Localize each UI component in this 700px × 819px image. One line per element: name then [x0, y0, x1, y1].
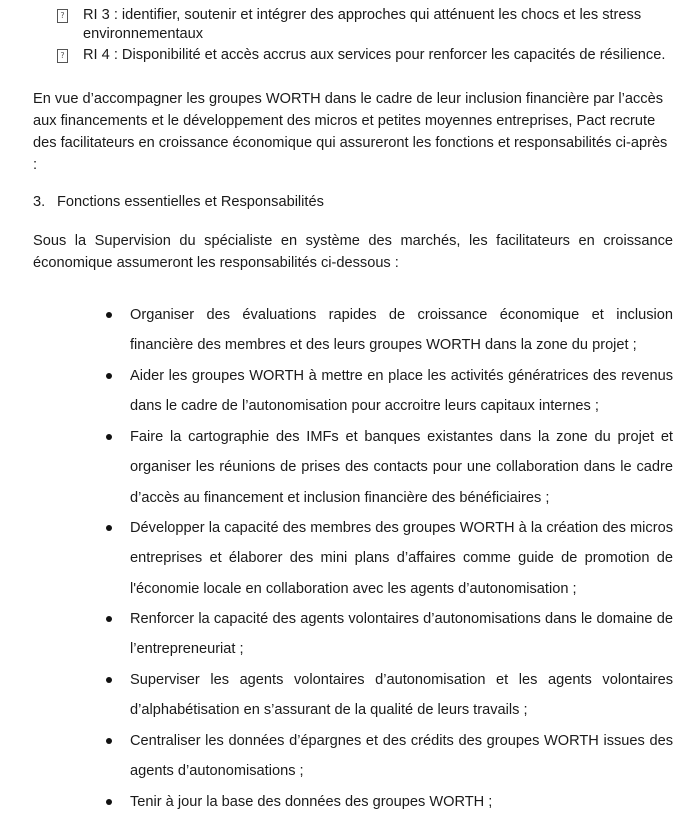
list-item-text: Faire la cartographie des IMFs et banques existantes dans la zone du projet et organiser les réunions de prises des contacts pour une collaboration dans le cadre d’accès au financement et inclusion financière des bénéficiaires ; [130, 429, 673, 506]
list-item [130, 361, 673, 422]
bullet-icon [106, 312, 112, 318]
ri-item-text: RI 3 : identifier, soutenir et intégrer des approches qui atténuent les chocs et les stress environnementaux [83, 7, 642, 42]
list-item [130, 787, 673, 817]
list-item [130, 726, 673, 787]
list-item-text: Organiser des évaluations rapides de croissance économique et inclusion financière des membres et des leurs groupes WORTH dans la zone du projet ; [130, 307, 673, 354]
list-item-text: Aider les groupes WORTH à mettre en place les activités génératrices des revenus dans le cadre de l’autonomisation pour accroitre leurs capitaux internes ; [130, 368, 673, 415]
ri-item-text: RI 4 : Disponibilité et accès accrus aux services pour renforcer les capacités de résilience. [83, 47, 666, 63]
list-item-text: Tenir à jour la base des données des groupes WORTH ; [130, 794, 493, 810]
intro-paragraph: En vue d’accompagner les groupes WORTH dans le cadre de leur inclusion financière par l’accès aux financements et le développement des micros et petites moyennes entreprises, Pact recrute des facilitateurs en croissance économique qui assureront les fonctions et responsabilités ci-après : [33, 91, 668, 173]
bullet-icon [106, 738, 112, 744]
bullet-icon [106, 525, 112, 531]
list-item [130, 422, 673, 513]
bullet-icon [106, 799, 112, 805]
missing-glyph-icon: ? [57, 9, 68, 23]
list-item-text: Superviser les agents volontaires d’autonomisation et les agents volontaires d’alphabétisation en s’assurant de la qualité de leurs travails ; [130, 672, 673, 719]
list-item [130, 513, 673, 604]
list-item [130, 604, 673, 665]
section-heading [33, 192, 324, 212]
supervision-paragraph: Sous la Supervision du spécialiste en système des marchés, les facilitateurs en croissance économique assumeront les responsabilités ci-dessous : [33, 233, 673, 271]
section-number: 3. [33, 194, 46, 210]
list-item [130, 300, 673, 361]
ri-item [57, 46, 682, 65]
missing-glyph-icon: ? [57, 49, 68, 63]
bullet-icon [106, 677, 112, 683]
bullet-icon [106, 373, 112, 379]
list-item-text: Développer la capacité des membres des groupes WORTH à la création des micros entreprises et élaborer des mini plans d’affaires comme guide de promotion de l'économie locale en collaboration avec les agents d’autonomisation ; [130, 520, 673, 597]
list-item [130, 665, 673, 726]
bullet-icon [106, 434, 112, 440]
list-item-text: Renforcer la capacité des agents volontaires d’autonomisations dans le domaine de l’entrepreneuriat ; [130, 611, 673, 658]
ri-item [57, 6, 682, 44]
bullet-icon [106, 616, 112, 622]
section-title: Fonctions essentielles et Responsabilités [57, 194, 324, 210]
list-item-text: Centraliser les données d’épargnes et des crédits des groupes WORTH issues des agents d’autonomisations ; [130, 733, 673, 780]
